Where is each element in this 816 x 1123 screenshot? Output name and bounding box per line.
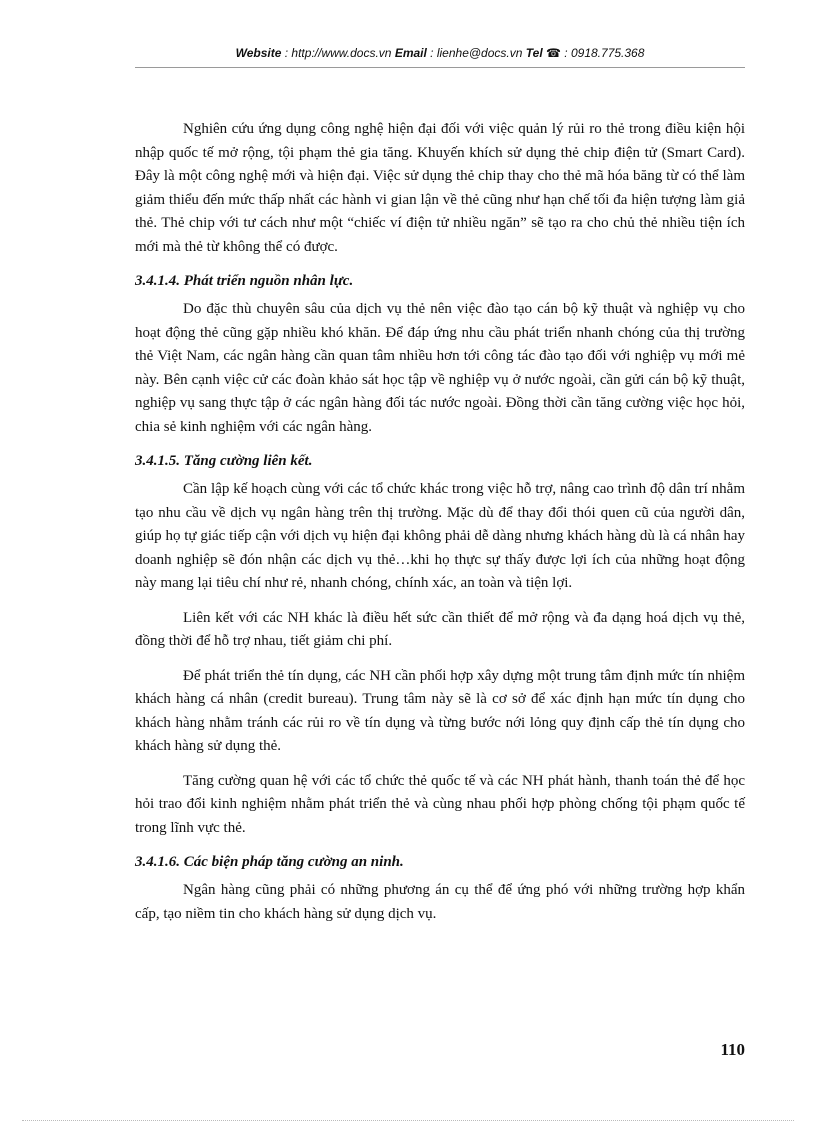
paragraph-human-resources: Do đặc thù chuyên sâu của dịch vụ thẻ nên việc đào tạo cán bộ kỹ thuật và nghiệp vụ cho hoạt động thẻ cũng gặp nhiều khó khăn. Để đáp ứng nhu cầu phát triển nhanh chóng của thị trường thẻ Việt Nam, các ngân hàng cần quan tâm nhiều hơn tới công tác đào tạo đối với nghiệp vụ mới mẻ này. Bên cạnh việc cử các đoàn khảo sát học tập về nghiệp vụ ở nước ngoài, cần gửi cán bộ kỹ thuật, nghiệp vụ sang thực tập ở các ngân hàng đối tác nước ngoài. Đồng thời cần tăng cường việc học hỏi, chia sẻ kinh nghiệm với các ngân hàng. xyxy=(135,301,745,435)
website-separator: : xyxy=(281,46,292,60)
paragraph-security-measures: Ngân hàng cũng phải có những phương án cụ thể để ứng phó với những trường hợp khẩn cấp, tạo niềm tin cho khách hàng sử dụng dịch vụ. xyxy=(135,882,745,922)
email-address: lienhe@docs.vn xyxy=(436,46,523,60)
page-bottom-border xyxy=(22,1120,794,1121)
website-label: Website xyxy=(235,46,282,60)
document-body xyxy=(135,118,745,937)
page-header xyxy=(135,46,745,60)
header-divider xyxy=(135,67,745,68)
tel-label: Tel xyxy=(525,46,543,60)
email-separator: : xyxy=(426,46,437,60)
phone-icon: ☎ xyxy=(546,46,561,60)
paragraph-international-relations: Tăng cường quan hệ với các tổ chức thẻ quốc tế và các NH phát hành, thanh toán thẻ để học hỏi trao đổi kinh nghiệm nhằm phát triển thẻ và cùng nhau phối hợp phòng chống tội phạm quốc tế trong lĩnh vực thẻ. xyxy=(135,772,745,836)
paragraph-cooperation-plan: Cần lập kế hoạch cùng với các tổ chức khác trong việc hỗ trợ, nâng cao trình độ dân trí nhằm tạo nhu cầu về dịch vụ ngân hàng trên thị trường. Mặc dù để thay đổi thói quen cũ của người dân, giúp họ tự giác tiếp cận với dịch vụ hiện đại không phải dễ dàng nhưng khách hàng dù là cá nhân hay doanh nghiệp sẽ đón nhận các dịch vụ thẻ…khi họ thực sự thấy được lợi ích của những hoạt động này mang lại tiêu chí như rẻ, nhanh chóng, chính xác, an toàn và tiện lợi. xyxy=(135,481,745,591)
heading-3-4-1-6: 3.4.1.6. Các biện pháp tăng cường an ninh. xyxy=(135,854,404,870)
tel-number: 0918.775.368 xyxy=(570,46,645,60)
page-number: 110 xyxy=(720,1040,745,1059)
paragraph-credit-bureau: Để phát triển thẻ tín dụng, các NH cần phối hợp xây dựng một trung tâm định mức tín nhiệm khách hàng cá nhân (credit bureau). Trung tâm này sẽ là cơ sở để xác định hạn mức tín dụng cho khách hàng nhằm tránh các rủi ro về tín dụng và từng bước nới lỏng quy định cấp thẻ tín dụng cho khách hàng sử dụng thẻ. xyxy=(135,667,745,754)
heading-3-4-1-4: 3.4.1.4. Phát triển nguồn nhân lực. xyxy=(135,273,354,289)
paragraph-smart-card: Nghiên cứu ứng dụng công nghệ hiện đại đối với việc quản lý rủi ro thẻ trong điều kiện hội nhập quốc tế mở rộng, tội phạm thẻ gia tăng. Khuyến khích sử dụng thẻ chip điện tử (Smart Card). Đây là một công nghệ mới và hiện đại. Việc sử dụng thẻ chip thay cho thẻ mã hóa băng từ có thể làm giảm thiểu đến mức thấp nhất các hành vi gian lận về thẻ cũng như hạn chế tối đa hiện tượng làm giả thẻ. Thẻ chip với tư cách như một “chiếc ví điện tử nhiều ngăn” sẽ tạo ra cho chủ thẻ nhiều tiện ích mới mà thẻ từ không thể có được. xyxy=(135,121,745,255)
email-label: Email xyxy=(394,46,427,60)
website-url: http://www.docs.vn xyxy=(291,46,392,60)
paragraph-bank-linkage: Liên kết với các NH khác là điều hết sức cần thiết để mở rộng và đa dạng hoá dịch vụ thẻ, đồng thời để hỗ trợ nhau, tiết giảm chi phí. xyxy=(135,609,745,649)
heading-3-4-1-5: 3.4.1.5. Tăng cường liên kết. xyxy=(135,453,313,469)
tel-separator: : xyxy=(560,46,571,60)
